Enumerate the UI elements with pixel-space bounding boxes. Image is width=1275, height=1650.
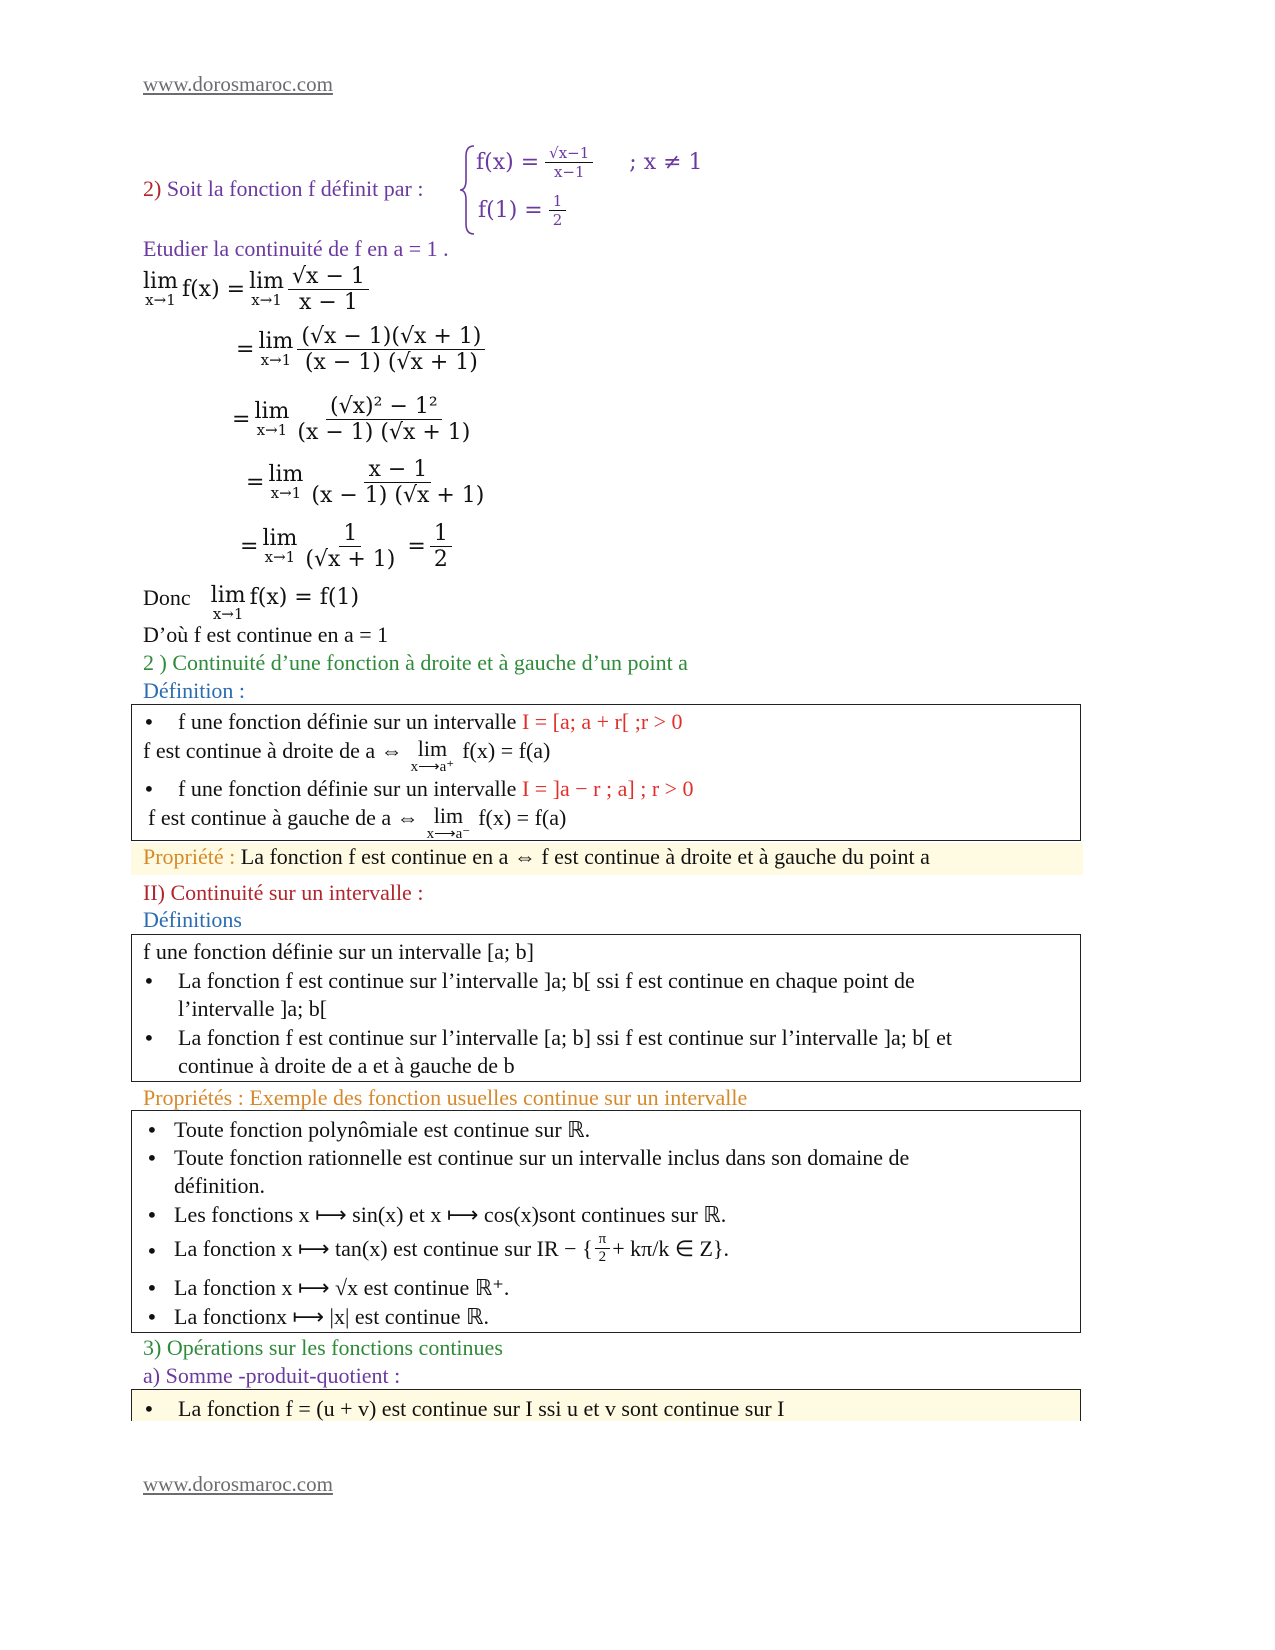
lim-operator: lim x→1 (258, 329, 294, 369)
def-II-intro: f une fonction définie sur un intervalle [a; b] (143, 939, 534, 964)
bullet: • (143, 1026, 155, 1050)
property-6: La fonctionx ⟼ |x| est continue ℝ. (174, 1304, 489, 1329)
calc-line-4-fraction: $\frac{x - 1}{(x - 1) (√x + 1)}$ (311, 457, 485, 508)
header-url[interactable]: www.dorosmaroc.com (143, 72, 333, 96)
bullet: • (143, 777, 155, 801)
case1-den: x−1 (553, 163, 585, 181)
lim-operator: lim x→1 (143, 269, 178, 309)
def-1-line-2: f est continue à droite de a ⇔ lim x⟶a⁺ f(x) = f(a) (143, 736, 551, 775)
property-3: Les fonctions x ⟼ sin(x) et x ⟼ cos(x)sont continues sur ℝ. (174, 1202, 727, 1227)
calc-line-5-fraction: $\frac{1}{(√x + 1)}$ (305, 521, 396, 572)
def-II-2-line-2: continue à droite de a et à gauche de b (178, 1053, 515, 1078)
def-2-line-2: f est continue à gauche de a ⇔ lim x⟶a⁻ f(x) = f(a) (148, 803, 567, 842)
exercise-number: 2) (143, 176, 167, 201)
calc-line-2: = lim x→1 $\frac{(√x - 1)(√x + 1)}{(x - 1) (√x + 1)}$ (236, 324, 485, 375)
calc-line-3-fraction: $\frac{\text{(√x)² − 1²}}{(x - 1) (√x + 1)}$ (297, 394, 471, 445)
property-5: La fonction x ⟼ √x est continue ℝ⁺. (174, 1275, 510, 1300)
case1-condition: ; x ≠ 1 (629, 150, 703, 175)
calc-line-1-lhs: f(x) = (181, 277, 246, 302)
section-3-title: 3) Opérations sur les fonctions continues (143, 1335, 503, 1360)
bullet: • (146, 1305, 158, 1329)
property-2-line-1: Toute fonction rationnelle est continue sur un intervalle inclus dans son domaine de (174, 1145, 910, 1170)
calc-line-2-fraction: $\frac{(√x - 1)(√x + 1)}{(x - 1) (√x + 1)}$ (297, 324, 485, 375)
calc-line-3: = lim x→1 $\frac{\text{(√x)² − 1²}}{(x - 1) (√x + 1)}$ (232, 394, 474, 445)
exercise-text: Soit la fonction f définit par : (166, 176, 424, 201)
lim-operator: lim x→1 (268, 462, 304, 502)
def-2-line-1: f une fonction définie sur un intervalle I = ]a − r ; a] ; r > 0 (178, 776, 694, 801)
def-II-1-line-2: l’intervalle ]a; b[ (178, 996, 328, 1021)
section-II-def-label: Définitions (143, 907, 242, 932)
piecewise-case-1 (476, 144, 703, 181)
section-2-title: 2 ) Continuité d’une fonction à droite et à gauche d’un point a (143, 650, 688, 675)
case2-num: 1 (549, 192, 567, 211)
lim-operator: lim x→1 (262, 526, 298, 566)
exercise-task: Etudier la continuité de f en a = 1 . (143, 236, 449, 261)
section-3-subtitle: a) Somme -produit-quotient : (143, 1363, 401, 1388)
property-4: La fonction x ⟼ tan(x) est continue sur IR − { $\frac{\pi}{2}$ + kπ/k ∈ Z}. (174, 1231, 730, 1265)
bullet: • (146, 1276, 158, 1300)
bullet: • (146, 1118, 158, 1142)
bullet: • (146, 1146, 158, 1170)
case2-fraction (549, 192, 567, 229)
footer-url[interactable]: www.dorosmaroc.com (143, 1472, 333, 1496)
section-2-def-label: Définition : (143, 678, 246, 703)
case2-den: 2 (552, 211, 563, 229)
calc-line-1 (143, 264, 369, 315)
bullet: • (146, 1203, 158, 1227)
property-1: Toute fonction polynômiale est continue sur ℝ. (174, 1117, 591, 1142)
def-1-line-1: f une fonction définie sur un intervalle I = [a; a + r[ ;r > 0 (178, 709, 683, 734)
section-II-title: II) Continuité sur un intervalle : (143, 880, 424, 905)
bullet: • (146, 1239, 158, 1263)
case1-num: √x−1 (545, 144, 593, 163)
property-2-line-2: définition. (174, 1173, 266, 1198)
piecewise-brace (458, 144, 478, 236)
case2-lhs: f(1) = (478, 198, 543, 223)
properties-title: Propriétés : Exemple des fonction usuelles continue sur un intervalle (143, 1085, 748, 1110)
def-II-1-line-1: La fonction f est continue sur l’intervalle ]a; b[ ssi f est continue en chaque point de (178, 968, 915, 993)
lim-operator: lim x→1 (254, 399, 290, 439)
bullet: • (143, 1397, 155, 1421)
lim-operator: lim x⟶a⁺ (410, 736, 455, 775)
case1-lhs: f(x) = (476, 150, 540, 175)
piecewise-case-2 (478, 192, 566, 229)
exercise-intro (143, 176, 423, 202)
calc-conclusion: D’où f est continue en a = 1 (143, 622, 389, 647)
property-highlight: Propriété : La fonction f est continue en a ⇔ f est continue à droite et à gauche du point a (131, 843, 1083, 875)
operation-1: La fonction f = (u + v) est continue sur I ssi u et v sont continue sur I (178, 1396, 785, 1421)
calc-line-5: = lim x→1 $\frac{1}{(√x + 1)}$ = $\frac{1}{2}$ (240, 521, 452, 572)
def-II-2-line-1: La fonction f est continue sur l’intervalle [a; b] ssi f est continue sur l’intervalle ]a; b[ et (178, 1025, 953, 1050)
calc-line-4: = lim x→1 $\frac{x - 1}{(x - 1) (√x + 1)}$ (246, 457, 488, 508)
lim-operator: lim x→1 (210, 583, 246, 623)
bullet: • (143, 710, 155, 734)
calc-line-5-result: $\frac{1}{2}$ (430, 521, 452, 572)
lim-operator: lim x→1 (249, 269, 285, 309)
calc-donc: Donc lim x→1 f(x) = f(1) (143, 583, 360, 623)
case1-fraction (545, 144, 593, 181)
bullet: • (143, 969, 155, 993)
pi-over-2-fraction: $\frac{\pi}{2}$ (595, 1231, 611, 1266)
lim-operator: lim x⟶a⁻ (426, 803, 471, 842)
calc-line-1-fraction: $\frac{√x - 1}{x - 1}$ (288, 264, 369, 315)
